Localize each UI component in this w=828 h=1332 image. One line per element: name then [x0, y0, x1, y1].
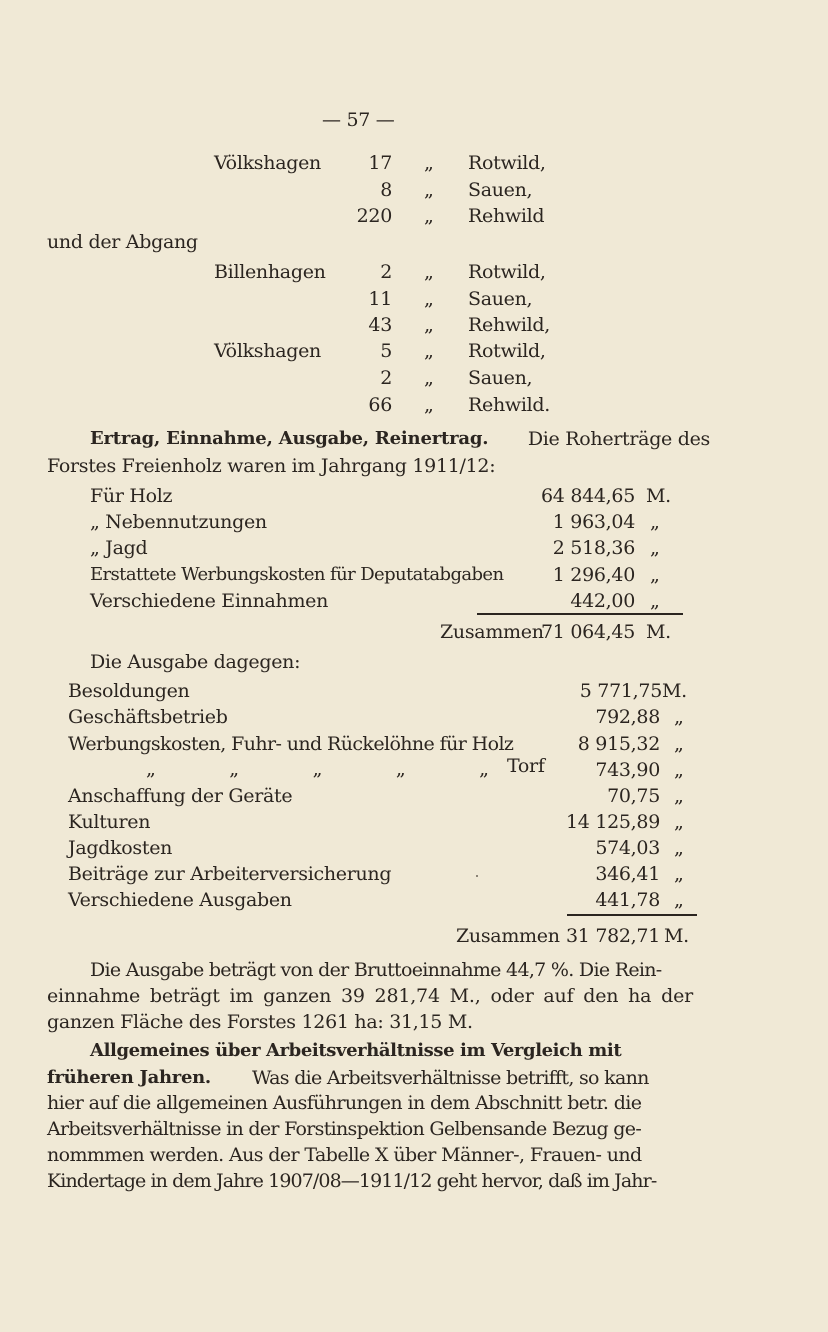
expense-ditto-marks: „ „ „ „ „ — [146, 758, 489, 780]
section-heading-allgemeines: Allgemeines über Arbeitsverhältnisse im Vergleich mit — [90, 1040, 622, 1061]
ditto-mark: „ — [424, 205, 434, 227]
game-count: 66 — [368, 394, 392, 416]
section2-line: Kindertage in dem Jahre 1907/08—1911/12 geht hervor, daß im Jahr- — [47, 1170, 657, 1192]
game-species: Rotwild, — [468, 340, 546, 362]
income-amount: 1 963,04 — [552, 511, 635, 533]
expense-label: Beiträge zur Arbeiterversicherung — [68, 863, 392, 885]
expense-unit: „ — [674, 706, 684, 728]
game-count: 17 — [368, 152, 392, 174]
income-label: Für Holz — [90, 485, 173, 507]
section2-paragraph — [47, 1090, 713, 1194]
ditto-mark: „ — [424, 179, 434, 201]
expense-unit: „ — [674, 733, 684, 755]
game-place: Völkshagen — [214, 340, 321, 362]
income-total-label: Zusammen — [440, 621, 544, 643]
expense-amount: 792,88 — [595, 706, 660, 728]
page-number: — 57 — — [322, 109, 395, 131]
game-count: 2 — [380, 261, 392, 283]
expense-unit: „ — [674, 811, 684, 833]
game-species: Sauen, — [468, 367, 533, 389]
summary-paragraph — [47, 957, 713, 1035]
expense-label: Werbungskosten, Fuhr- und Rückelöhne für Holz — [68, 733, 514, 755]
income-label: Verschiedene Einnahmen — [90, 590, 329, 612]
ditto-mark: „ — [424, 152, 434, 174]
section-text: Die Roherträge des — [527, 428, 710, 450]
expense-sum-rule — [567, 914, 697, 916]
game-count: 5 — [380, 340, 392, 362]
paper-speck — [476, 875, 478, 877]
expense-unit: „ — [674, 889, 684, 911]
game-count: 2 — [380, 367, 392, 389]
game-species: Rehwild. — [468, 394, 551, 416]
ditto-mark: „ — [424, 367, 434, 389]
section-heading-ertrag: Ertrag, Einnahme, Ausgabe, Reinertrag. — [90, 428, 489, 449]
section2-text: Was die Arbeitsverhältnisse betrifft, so kann — [252, 1067, 649, 1089]
expense-unit: „ — [674, 863, 684, 885]
game-count: 11 — [368, 288, 392, 310]
ditto-mark: „ — [424, 261, 434, 283]
game-place: Billenhagen — [214, 261, 326, 283]
expense-amount: 8 915,32 — [577, 733, 660, 755]
section-text: Forstes Freienholz waren im Jahrgang 1911/12: — [47, 455, 496, 477]
section-heading-allgemeines-cont: früheren Jahren. — [47, 1067, 211, 1088]
ditto-mark: „ — [424, 340, 434, 362]
game-place: Völkshagen — [214, 152, 321, 174]
game-species: Rehwild — [468, 205, 545, 227]
expenses-intro: Die Ausgabe dagegen: — [90, 651, 301, 673]
income-total-unit: M. — [646, 621, 671, 643]
section2-line: Arbeitsverhältnisse in der Forstinspektion Gelbensande Bezug ge- — [47, 1118, 642, 1140]
expense-total-label: Zusammen — [456, 925, 560, 947]
income-amount: 442,00 — [570, 590, 635, 612]
income-unit: „ — [650, 564, 660, 586]
game-count: 220 — [356, 205, 392, 227]
expense-amount: 574,03 — [595, 837, 660, 859]
game-species: Rotwild, — [468, 152, 546, 174]
expense-label: Jagdkosten — [68, 837, 173, 859]
expense-label: Verschiedene Ausgaben — [68, 889, 292, 911]
expense-label: Torf — [507, 755, 545, 777]
expense-unit: „ — [674, 837, 684, 859]
income-unit: M. — [646, 485, 671, 507]
game-species: Sauen, — [468, 179, 533, 201]
expense-amount: 70,75 — [607, 785, 660, 807]
income-label: Erstattete Werbungskosten für Deputatabgaben — [90, 564, 504, 585]
section2-line: nommmen werden. Aus der Tabelle X über Männer-, Frauen- und — [47, 1144, 642, 1166]
expense-label: Anschaffung der Geräte — [68, 785, 293, 807]
expense-label: Kulturen — [68, 811, 151, 833]
game-count: 43 — [368, 314, 392, 336]
income-label: „ Nebennutzungen — [90, 511, 267, 533]
income-unit: „ — [650, 511, 660, 533]
income-unit: „ — [650, 537, 660, 559]
expense-amount: 743,90 — [595, 759, 660, 781]
income-sum-rule — [477, 613, 683, 615]
expense-label: Besoldungen — [68, 680, 190, 702]
summary-line: Die Ausgabe beträgt von der Bruttoeinnahme 44,7 %. Die Rein- — [90, 959, 662, 981]
expense-amount: 346,41 — [595, 863, 660, 885]
section2-line: hier auf die allgemeinen Ausführungen in dem Abschnitt betr. die — [47, 1092, 642, 1114]
income-total-amount: 71 064,45 — [541, 621, 635, 643]
game-count: 8 — [380, 179, 392, 201]
summary-line: einnahme beträgt im ganzen 39 281,74 M., oder auf den ha der — [47, 985, 694, 1007]
income-amount: 64 844,65 — [541, 485, 635, 507]
expense-amount: 14 125,89 — [566, 811, 660, 833]
ditto-mark: „ — [424, 394, 434, 416]
game-species: Sauen, — [468, 288, 533, 310]
game-species: Rotwild, — [468, 261, 546, 283]
expense-amount: 441,78 — [595, 889, 660, 911]
game-intro-line: und der Abgang — [47, 231, 198, 253]
game-species: Rehwild, — [468, 314, 551, 336]
income-amount: 1 296,40 — [552, 564, 635, 586]
expense-amount: 5 771,75 — [579, 680, 662, 702]
income-label: „ Jagd — [90, 537, 148, 559]
expense-unit: „ — [674, 759, 684, 781]
expense-label: Geschäftsbetrieb — [68, 706, 228, 728]
expense-total-unit: M. — [664, 925, 689, 947]
ditto-mark: „ — [424, 288, 434, 310]
summary-line: ganzen Fläche des Forstes 1261 ha: 31,15 M. — [47, 1011, 473, 1033]
income-amount: 2 518,36 — [552, 537, 635, 559]
expense-unit: „ — [674, 785, 684, 807]
expense-total-amount: 31 782,71 — [566, 925, 660, 947]
income-unit: „ — [650, 590, 660, 612]
ditto-mark: „ — [424, 314, 434, 336]
expense-unit: M. — [662, 680, 687, 702]
